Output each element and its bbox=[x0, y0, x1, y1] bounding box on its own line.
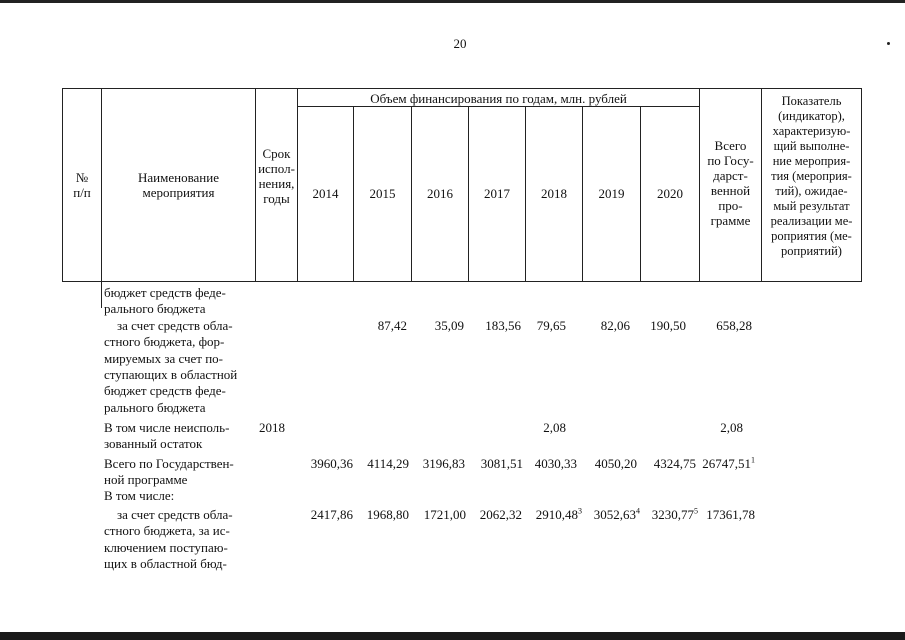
row-name-line: бюджет средств феде- bbox=[104, 285, 226, 300]
value-total: 658,28 bbox=[716, 318, 752, 333]
value-2015: 87,42 bbox=[377, 318, 407, 333]
value-number: 3230,77 bbox=[651, 507, 694, 522]
col-divider bbox=[297, 88, 298, 282]
value-2018 bbox=[526, 507, 582, 523]
value-total-number: 26747,51 bbox=[702, 456, 751, 471]
header-bottom-line bbox=[62, 281, 862, 282]
value-2014: 2417,86 bbox=[310, 507, 353, 522]
header-year-2014: 2014 bbox=[312, 186, 339, 201]
value-2016: 35,09 bbox=[434, 318, 464, 333]
header-year-2016: 2016 bbox=[427, 186, 453, 201]
row-name-line: за счет средств обла- bbox=[104, 318, 233, 333]
row-name-line: стного бюджета, фор- bbox=[104, 334, 225, 349]
row-term: 2018 bbox=[259, 420, 285, 435]
value-2020 bbox=[641, 507, 698, 523]
page-top-edge bbox=[0, 0, 905, 3]
value-2017: 2062,32 bbox=[479, 507, 522, 522]
value-2014: 3960,36 bbox=[310, 456, 353, 471]
footnote-marker: 4 bbox=[636, 506, 640, 516]
row-name-line: за счет средств обла- bbox=[104, 507, 233, 522]
row-name-line: мируемых за счет по- bbox=[104, 351, 224, 366]
value-2019 bbox=[583, 507, 640, 523]
value-2017: 3081,51 bbox=[480, 456, 523, 471]
row-name-line: рального бюджета bbox=[104, 400, 206, 415]
value-2015: 4114,29 bbox=[367, 456, 409, 471]
header-total: Всего по Госу- дарст- венной про- грамме bbox=[707, 138, 754, 228]
header-top-line bbox=[62, 88, 862, 89]
funding-subline bbox=[297, 106, 699, 107]
value-2018: 2,08 bbox=[543, 420, 566, 435]
row-name-line: В том числе: bbox=[104, 488, 175, 503]
value-number: 2910,48 bbox=[535, 507, 578, 522]
header-num: № п/п bbox=[73, 170, 91, 200]
value-2016: 1721,00 bbox=[423, 507, 466, 522]
row-name-line: стного бюджета, за ис- bbox=[104, 523, 230, 538]
scan-dot bbox=[887, 42, 890, 45]
row-name-line: В том числе неисполь- bbox=[104, 420, 230, 435]
value-2019: 4050,20 bbox=[594, 456, 637, 471]
header-funding-group: Объем финансирования по годам, млн. рублей bbox=[370, 91, 627, 106]
value-2018: 4030,33 bbox=[534, 456, 577, 471]
value-total: 2,08 bbox=[720, 420, 743, 435]
page-bottom-edge bbox=[0, 632, 905, 640]
value-number: 3052,63 bbox=[593, 507, 636, 522]
page-number: 20 bbox=[453, 36, 467, 51]
row-name-line: Всего по Государствен- bbox=[104, 456, 234, 471]
value-2017: 183,56 bbox=[485, 318, 521, 333]
row-name-line: ступающих в областной bbox=[104, 367, 238, 382]
value-total: 17361,78 bbox=[706, 507, 755, 522]
header-indicator: Показатель (индикатор), характеризую- щий выполне- ние мероприя- тия (мероприя- тий), ожидае- мый результат реализации ме- роприятия (ме- роприятий) bbox=[770, 94, 853, 258]
value-2018: 79,65 bbox=[536, 318, 566, 333]
header-name: Наименование мероприятия bbox=[138, 170, 219, 200]
row-name-line: зованный остаток bbox=[104, 436, 203, 451]
row-name-line: ключением поступаю- bbox=[104, 540, 228, 555]
value-2015: 1968,80 bbox=[366, 507, 409, 522]
value-2020: 190,50 bbox=[650, 318, 686, 333]
value-2016: 3196,83 bbox=[422, 456, 465, 471]
row-name-line: бюджет средств феде- bbox=[104, 383, 226, 398]
header-term: Срок испол- нения, годы bbox=[258, 146, 295, 206]
footnote-marker: 1 bbox=[751, 455, 755, 465]
header-year-2018: 2018 bbox=[541, 186, 567, 201]
value-total bbox=[700, 456, 755, 472]
header-year-2020: 2020 bbox=[657, 186, 683, 201]
header-year-2019: 2019 bbox=[598, 186, 625, 201]
row-name-line: рального бюджета bbox=[104, 301, 206, 316]
footnote-marker: 3 bbox=[578, 506, 582, 516]
col-divider bbox=[861, 88, 862, 282]
value-2019: 82,06 bbox=[600, 318, 630, 333]
header-year-2015: 2015 bbox=[369, 186, 396, 201]
footnote-marker: 5 bbox=[694, 506, 698, 516]
value-2020: 4324,75 bbox=[653, 456, 696, 471]
row-name-line: ной программе bbox=[104, 472, 188, 487]
header-year-2017: 2017 bbox=[484, 186, 510, 201]
row-name-line: щих в областной бюд- bbox=[104, 556, 227, 571]
